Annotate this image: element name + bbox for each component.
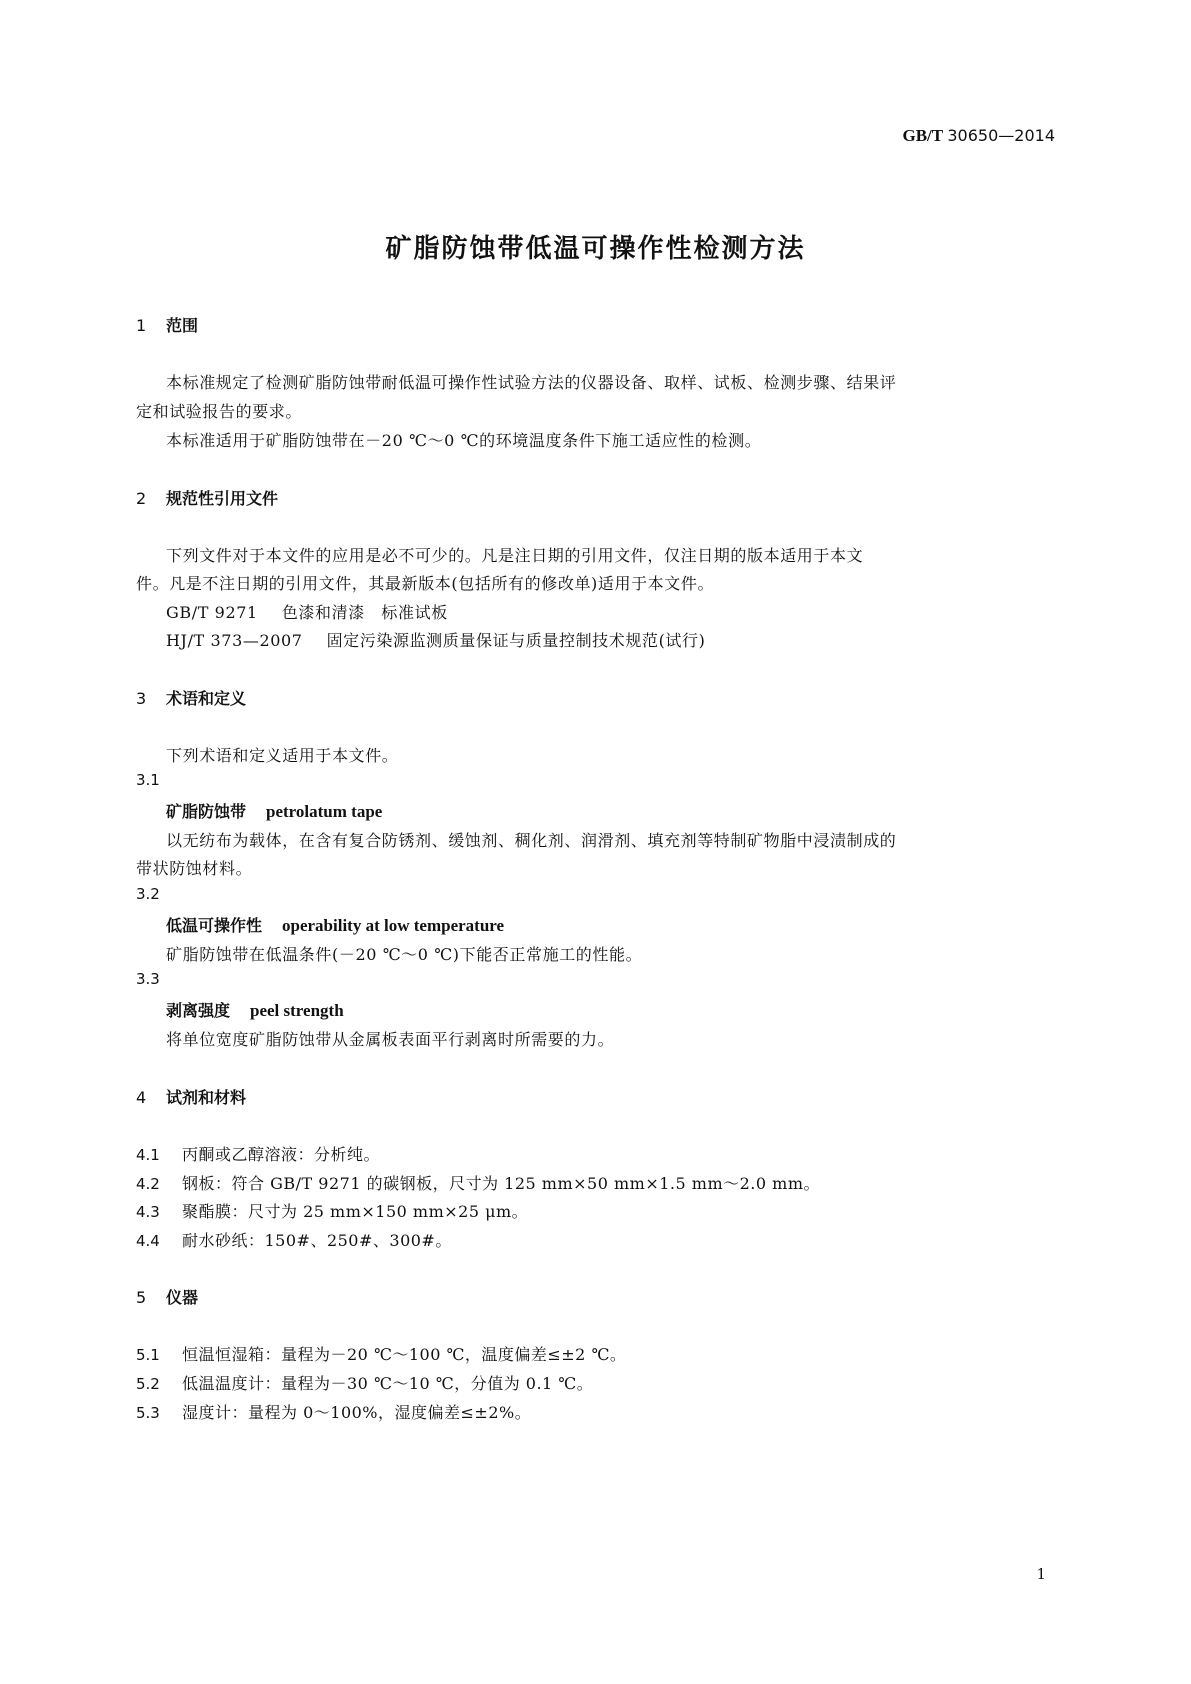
section-heading-2 (136, 486, 278, 509)
section-number: 5 (136, 1288, 147, 1307)
section-title: 范围 (166, 316, 199, 335)
section-title: 仪器 (166, 1288, 199, 1307)
item-number: 4.2 (136, 1175, 160, 1193)
list-item (136, 1171, 820, 1194)
item-text: 聚酯膜：尺寸为 25 mm×150 mm×25 μm。 (182, 1202, 529, 1221)
item-text: 耐水砂纸：150#、250#、300#。 (182, 1231, 452, 1250)
term-heading (166, 913, 504, 936)
item-text: 低温温度计：量程为－30 ℃～10 ℃，分值为 0.1 ℃。 (182, 1374, 594, 1393)
item-number: 4.3 (136, 1203, 160, 1221)
paragraph-line: 下列文件对于本文件的应用是必不可少的。凡是注日期的引用文件，仅注日期的版本适用于本文 (166, 546, 864, 565)
term-definition: 带状防蚀材料。 (136, 859, 253, 878)
section-heading-3 (136, 686, 246, 709)
list-item (136, 1228, 452, 1251)
section-title: 术语和定义 (166, 689, 247, 708)
item-text: 钢板：符合 GB/T 9271 的碳钢板，尺寸为 125 mm×50 mm×1.5 mm～2.0 mm。 (182, 1174, 820, 1193)
section-heading-4 (136, 1085, 246, 1108)
paragraph-line: 下列术语和定义适用于本文件。 (166, 746, 399, 765)
term-number: 3.1 (136, 771, 160, 789)
reference-title: 色漆和清漆 标准试板 (281, 603, 448, 622)
paragraph-line: 件。凡是不注日期的引用文件，其最新版本(包括所有的修改单)适用于本文件。 (136, 574, 715, 593)
item-text: 湿度计：量程为 0～100%，湿度偏差≤±2%。 (182, 1403, 532, 1422)
item-number: 5.2 (136, 1375, 160, 1393)
standard-code-number: 30650—2014 (947, 126, 1055, 145)
section-number: 1 (136, 316, 147, 335)
list-item (136, 1400, 531, 1423)
item-number: 4.1 (136, 1146, 160, 1164)
standard-code (903, 126, 1056, 146)
term-en: peel strength (250, 1001, 344, 1020)
page-number: 1 (1036, 1565, 1046, 1583)
paragraph-line: 定和试验报告的要求。 (136, 402, 303, 421)
term-number: 3.2 (136, 885, 160, 903)
term-definition: 矿脂防蚀带在低温条件(－20 ℃～0 ℃)下能否正常施工的性能。 (166, 945, 643, 964)
term-heading (166, 799, 382, 822)
standard-code-prefix: GB/T (902, 126, 944, 145)
section-number: 4 (136, 1088, 147, 1107)
paragraph-line: 本标准规定了检测矿脂防蚀带耐低温可操作性试验方法的仪器设备、取样、试板、检测步骤、结果评 (166, 373, 897, 392)
list-item (136, 1342, 626, 1365)
normative-reference (166, 628, 705, 651)
reference-title: 固定污染源监测质量保证与质量控制技术规范(试行) (326, 631, 706, 650)
list-item (136, 1199, 528, 1222)
paragraph-line: 本标准适用于矿脂防蚀带在－20 ℃～0 ℃的环境温度条件下施工适应性的检测。 (166, 431, 762, 450)
section-heading-5 (136, 1285, 198, 1308)
term-zh: 低温可操作性 (166, 916, 263, 935)
term-en: petrolatum tape (266, 802, 383, 821)
normative-reference (166, 600, 448, 623)
section-number: 3 (136, 689, 147, 708)
list-item (136, 1371, 593, 1394)
section-title: 试剂和材料 (166, 1088, 247, 1107)
term-zh: 矿脂防蚀带 (166, 802, 247, 821)
term-zh: 剥离强度 (166, 1001, 231, 1020)
reference-code: HJ/T 373—2007 (166, 631, 303, 650)
item-text: 恒温恒湿箱：量程为－20 ℃～100 ℃，温度偏差≤±2 ℃。 (182, 1345, 627, 1364)
item-text: 丙酮或乙醇溶液：分析纯。 (182, 1145, 381, 1164)
term-number: 3.3 (136, 970, 160, 988)
section-number: 2 (136, 489, 147, 508)
reference-code: GB/T 9271 (166, 603, 258, 622)
term-en: operability at low temperature (282, 916, 505, 935)
section-title: 规范性引用文件 (166, 489, 279, 508)
list-item (136, 1142, 380, 1165)
term-heading (166, 998, 344, 1021)
section-heading-1 (136, 313, 198, 336)
item-number: 5.3 (136, 1404, 160, 1422)
item-number: 4.4 (136, 1232, 160, 1250)
term-definition: 将单位宽度矿脂防蚀带从金属板表面平行剥离时所需要的力。 (166, 1030, 615, 1049)
item-number: 5.1 (136, 1346, 160, 1364)
document-title: 矿脂防蚀带低温可操作性检测方法 (385, 234, 806, 264)
term-definition: 以无纺布为载体，在含有复合防锈剂、缓蚀剂、稠化剂、润滑剂、填充剂等特制矿物脂中浸渍制成的 (166, 831, 897, 850)
